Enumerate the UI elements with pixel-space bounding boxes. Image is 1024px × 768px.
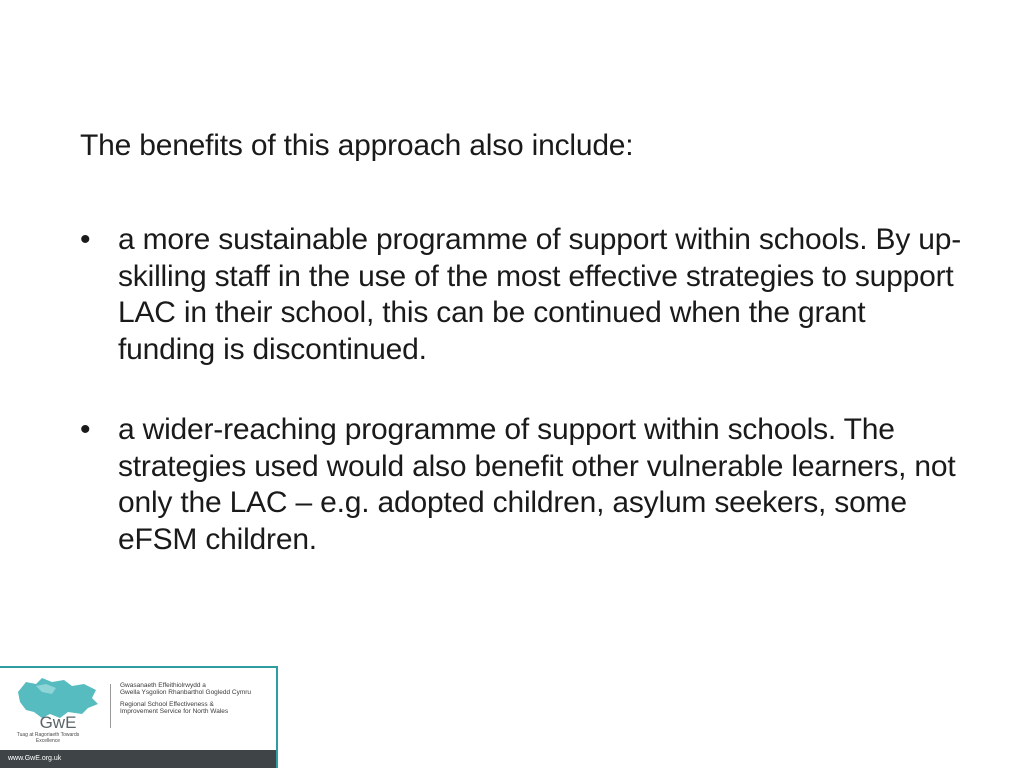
bullet-list <box>80 222 970 602</box>
bullet-text: a more sustainable programme of support within schools. By up-skilling staff in the use of the most effective strategies to support LAC in their school, this can be continued when the grant funding is discontinued. <box>118 223 962 366</box>
logo-wordmark: GwE <box>39 713 77 732</box>
logo-tagline: Tuag at Ragoriaeth Towards Excellence <box>16 732 80 744</box>
bullet-icon: • <box>80 223 91 256</box>
logo-english-line-1: Regional School Effectiveness & <box>120 700 214 708</box>
logo-divider <box>110 684 111 728</box>
logo-english-line-2: Improvement Service for North Wales <box>120 708 229 716</box>
list-item <box>80 222 970 368</box>
logo-url[interactable]: www.GwE.org.uk <box>0 750 276 768</box>
intro-text: The benefits of this approach also include: <box>80 129 634 162</box>
logo-service-text <box>120 682 270 716</box>
logo-welsh-line-1: Gwasanaeth Effeithiolrwydd a <box>120 682 206 689</box>
gwe-logo <box>0 666 278 768</box>
list-item <box>80 412 970 558</box>
bullet-icon: • <box>80 413 91 446</box>
wales-map-logo-icon <box>12 674 108 732</box>
logo-welsh-line-2: Gwella Ysgolion Rhanbarthol Gogledd Cymru <box>120 689 252 697</box>
bullet-text: a wider-reaching programme of support within schools. The strategies used would also benefit other vulnerable learners, not only the LAC – e.g. adopted children, asylum seekers, some eFSM children. <box>118 413 956 556</box>
